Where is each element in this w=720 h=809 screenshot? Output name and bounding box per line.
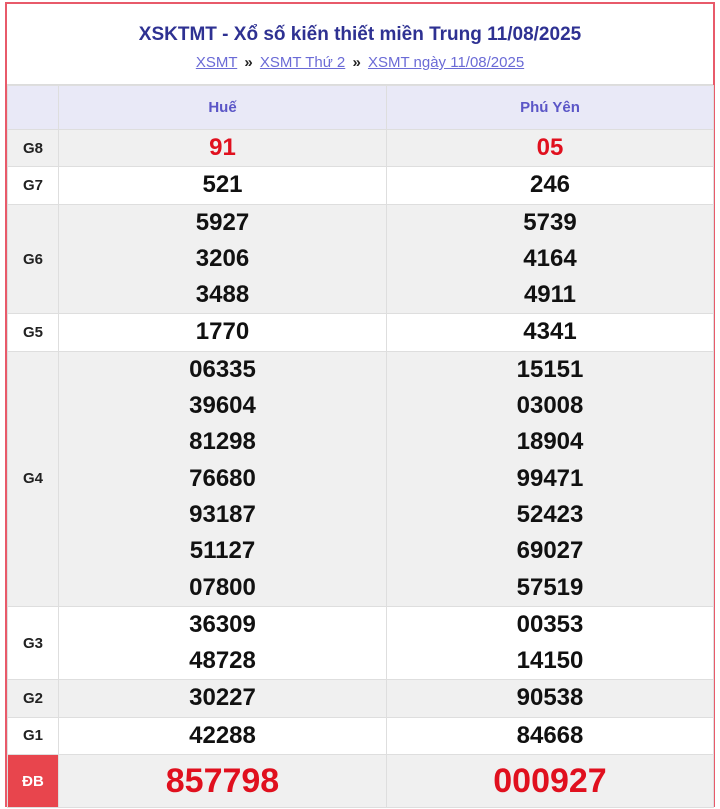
prize-cell-phu-yen	[387, 606, 714, 680]
prize-number: 5739	[523, 208, 577, 236]
header-corner-cell	[8, 86, 59, 130]
results-header	[7, 4, 713, 85]
prize-row-g7	[8, 167, 714, 204]
prize-number: 81298	[189, 428, 256, 456]
breadcrumb-link-xsmt-thu-2[interactable]: XSMT Thứ 2	[259, 54, 346, 71]
prize-number: 5927	[195, 208, 250, 236]
results-panel	[5, 2, 715, 807]
prize-cell-phu-yen	[387, 717, 714, 754]
prize-cell-hue	[59, 351, 387, 606]
prize-number: 521	[202, 171, 243, 199]
prize-number: 91	[209, 134, 236, 161]
prize-cell-hue	[59, 314, 387, 351]
breadcrumb	[7, 54, 713, 71]
prize-number: 52423	[516, 500, 584, 528]
prize-number: 99471	[516, 464, 584, 492]
prize-row-g2	[8, 680, 714, 717]
prize-cell-phu-yen	[387, 130, 714, 167]
prize-row-g8	[8, 130, 714, 167]
prize-cell-hue	[59, 680, 387, 717]
prize-cell-hue	[59, 204, 387, 314]
breadcrumb-link-xsmt-date[interactable]: XSMT ngày 11/08/2025	[367, 54, 525, 71]
prize-cell-phu-yen-special: 000927	[387, 755, 714, 808]
prize-label: G2	[8, 680, 59, 717]
prize-label: G3	[8, 606, 59, 680]
prize-number: 15151	[516, 355, 584, 383]
breadcrumb-link-xsmt[interactable]: XSMT	[195, 54, 238, 71]
prize-cell-hue	[59, 606, 387, 680]
results-table	[7, 85, 714, 808]
prize-number: 3488	[195, 281, 250, 309]
prize-number: 30227	[189, 684, 256, 712]
column-header-hue: Huế	[59, 86, 387, 130]
page-title: XSKTMT - Xổ số kiến thiết miền Trung 11/08/2025	[138, 24, 582, 45]
prize-number: 42288	[189, 721, 256, 749]
prize-number: 03008	[516, 392, 584, 420]
prize-number: 07800	[189, 573, 256, 601]
prize-cell-hue	[59, 130, 387, 167]
prize-number: 00353	[516, 610, 584, 638]
prize-row-g5	[8, 314, 714, 351]
prize-cell-phu-yen	[387, 314, 714, 351]
prize-row-g3	[8, 606, 714, 680]
prize-number: 84668	[516, 721, 584, 749]
prize-number: 4341	[523, 318, 577, 346]
prize-number: 14150	[516, 647, 584, 675]
prize-label: G8	[8, 130, 59, 167]
prize-number: 4164	[523, 244, 577, 272]
breadcrumb-separator: »	[352, 54, 361, 71]
prize-number: 1770	[195, 318, 250, 346]
prize-label: G6	[8, 204, 59, 314]
prize-number: 51127	[189, 537, 256, 565]
prize-row-g6	[8, 204, 714, 314]
prize-number: 18904	[516, 428, 584, 456]
prize-cell-hue	[59, 167, 387, 204]
prize-number: 69027	[516, 537, 584, 565]
prize-cell-hue	[59, 717, 387, 754]
prize-number: 05	[536, 134, 564, 161]
prize-cell-phu-yen	[387, 680, 714, 717]
prize-number: 57519	[516, 573, 584, 601]
column-header-phu-yen: Phú Yên	[387, 86, 714, 130]
breadcrumb-separator: »	[244, 54, 253, 71]
prize-number: 93187	[189, 500, 256, 528]
prize-cell-phu-yen	[387, 204, 714, 314]
prize-number: 3206	[195, 244, 250, 272]
prize-number: 76680	[189, 464, 256, 492]
prize-row-special	[8, 755, 714, 808]
prize-number: 39604	[189, 392, 256, 420]
prize-label: G4	[8, 351, 59, 606]
prize-cell-phu-yen	[387, 351, 714, 606]
table-header-row	[8, 86, 714, 130]
prize-label: G1	[8, 717, 59, 754]
prize-number: 36309	[189, 610, 256, 638]
prize-label: G7	[8, 167, 59, 204]
prize-cell-phu-yen	[387, 167, 714, 204]
prize-label: G5	[8, 314, 59, 351]
prize-number: 246	[529, 171, 571, 199]
prize-label-special: ĐB	[8, 755, 59, 808]
prize-number: 48728	[189, 647, 256, 675]
prize-cell-hue-special: 857798	[59, 755, 387, 808]
prize-row-g4	[8, 351, 714, 606]
prize-number: 90538	[516, 684, 584, 712]
prize-number: 4911	[523, 281, 577, 309]
prize-row-g1	[8, 717, 714, 754]
prize-number: 06335	[189, 355, 256, 383]
